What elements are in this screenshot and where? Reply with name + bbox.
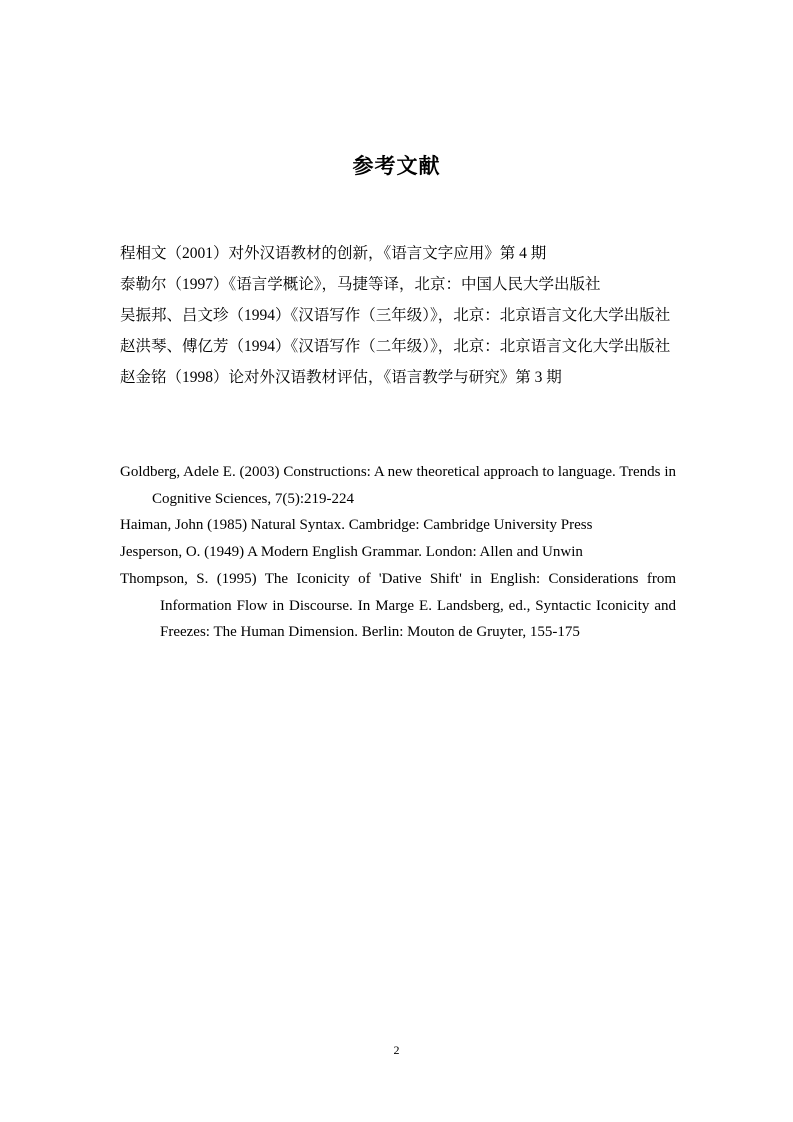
reference-item: 赵金铭（1998）论对外汉语教材评估，《语言教学与研究》第 3 期 [120, 369, 562, 386]
reference-item: Goldberg, Adele E. (2003) Constructions: A new theoretical approach to language. Trends in Cognitive Sciences, 7(5):219-224 [120, 464, 676, 507]
reference-item: Haiman, John (1985) Natural Syntax. Cambridge: Cambridge University Press [120, 517, 593, 534]
chinese-reference-list [120, 238, 676, 393]
reference-item: 程相文（2001）对外汉语教材的创新，《语言文字应用》第 4 期 [120, 245, 547, 262]
reference-item: 泰勒尔（1997）《语言学概论》，马捷等译，北京：中国人民大学出版社 [120, 276, 601, 293]
reference-item: 赵洪琴、傅亿芳（1994）《汉语写作（二年级）》，北京：北京语言文化大学出版社 [120, 338, 671, 355]
reference-item: Jesperson, O. (1949) A Modern English Grammar. London: Allen and Unwin [120, 544, 583, 561]
page-number: 2 [393, 1043, 400, 1057]
english-reference-list [120, 459, 676, 646]
reference-item: 吴振邦、吕文珍（1994）《汉语写作（三年级）》，北京：北京语言文化大学出版社 [120, 307, 671, 324]
reference-item: Thompson, S. (1995) The Iconicity of 'Dative Shift' in English: Considerations from Information Flow in Discourse. In Marge E. Landsberg, ed., Syntactic Iconicity and Freezes: The Human Dimension. Berlin: Mouton de Gruyter, 155-175 [120, 570, 676, 641]
page-title: 参考文献 [352, 154, 441, 178]
